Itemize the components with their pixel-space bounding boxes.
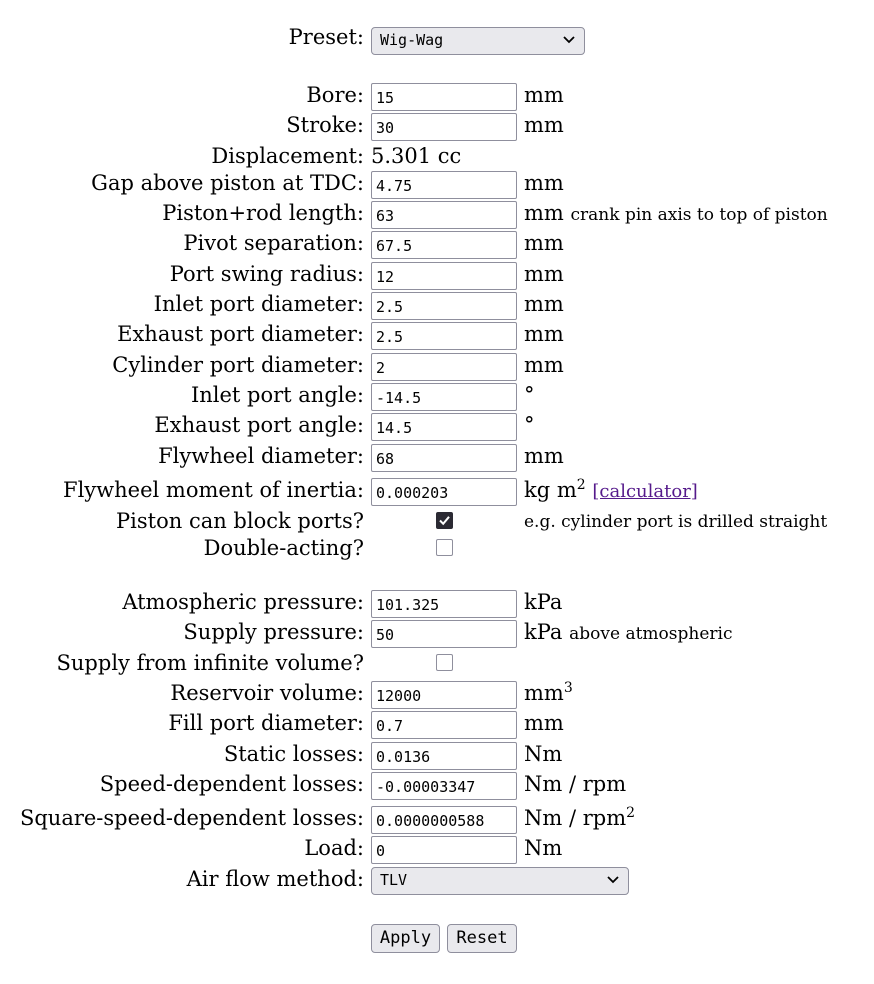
block-ports-checkbox[interactable] bbox=[436, 512, 453, 529]
load-input[interactable] bbox=[371, 836, 517, 864]
pivot-sep-label: Pivot separation: bbox=[183, 231, 364, 255]
exhaust-diam-input[interactable] bbox=[371, 322, 517, 350]
infinite-volume-checkbox[interactable] bbox=[436, 654, 453, 671]
calculator-link[interactable]: [calculator] bbox=[592, 481, 698, 502]
supply-pressure-unit: kPa bbox=[524, 620, 563, 644]
static-losses-unit: Nm bbox=[524, 742, 563, 766]
port-swing-input[interactable] bbox=[371, 262, 517, 290]
supply-pressure-note: above atmospheric bbox=[569, 624, 733, 644]
fill-port-unit: mm bbox=[524, 711, 564, 735]
flywheel-inertia-unit-group bbox=[524, 478, 698, 504]
gap-label: Gap above piston at TDC: bbox=[91, 171, 364, 195]
piston-rod-unit: mm bbox=[524, 201, 564, 225]
speed-losses-label: Speed-dependent losses: bbox=[99, 772, 364, 796]
piston-rod-unit-group bbox=[524, 201, 828, 227]
exhaust-diam-unit: mm bbox=[524, 322, 564, 346]
air-flow-select-value: TLV bbox=[380, 871, 408, 889]
gap-input[interactable] bbox=[371, 171, 517, 199]
load-label: Load: bbox=[304, 836, 364, 860]
stroke-unit: mm bbox=[524, 113, 564, 137]
square-speed-losses-label: Square-speed-dependent losses: bbox=[19, 806, 364, 830]
infinite-volume-label: Supply from infinite volume? bbox=[56, 651, 364, 675]
air-flow-label: Air flow method: bbox=[186, 867, 364, 891]
preset-select-value: Wig-Wag bbox=[380, 31, 444, 49]
load-unit: Nm bbox=[524, 836, 563, 860]
double-acting-checkbox[interactable] bbox=[436, 539, 453, 556]
fill-port-label: Fill port diameter: bbox=[168, 711, 364, 735]
preset-label: Preset: bbox=[288, 25, 364, 49]
atm-pressure-unit: kPa bbox=[524, 590, 563, 614]
reservoir-volume-input[interactable] bbox=[371, 681, 517, 709]
pivot-sep-input[interactable] bbox=[371, 231, 517, 259]
pivot-sep-unit: mm bbox=[524, 231, 564, 255]
inlet-diam-input[interactable] bbox=[371, 292, 517, 320]
port-swing-label: Port swing radius: bbox=[169, 262, 364, 286]
reservoir-volume-unit-exponent: 3 bbox=[563, 680, 573, 696]
exhaust-angle-input[interactable] bbox=[371, 413, 517, 441]
flywheel-inertia-input[interactable] bbox=[371, 478, 517, 506]
speed-losses-input[interactable] bbox=[371, 772, 517, 800]
cyl-port-diam-label: Cylinder port diameter: bbox=[112, 353, 364, 377]
double-acting-label: Double-acting? bbox=[203, 536, 364, 560]
stroke-label: Stroke: bbox=[286, 113, 364, 137]
air-flow-select[interactable] bbox=[371, 867, 629, 895]
flywheel-inertia-unit-exponent: 2 bbox=[576, 477, 586, 493]
inlet-diam-label: Inlet port diameter: bbox=[153, 292, 364, 316]
flywheel-diam-input[interactable] bbox=[371, 444, 517, 472]
displacement-value: 5.301 cc bbox=[371, 144, 462, 168]
reset-button[interactable]: Reset bbox=[447, 924, 517, 953]
air-flow-row bbox=[0, 867, 874, 895]
flywheel-inertia-unit: kg m bbox=[524, 478, 577, 502]
flywheel-diam-label: Flywheel diameter: bbox=[158, 444, 364, 468]
bore-unit: mm bbox=[524, 83, 564, 107]
speed-losses-unit: Nm / rpm bbox=[524, 772, 627, 796]
checkmark-icon bbox=[438, 514, 451, 527]
apply-button[interactable]: Apply bbox=[371, 924, 440, 953]
exhaust-diam-label: Exhaust port diameter: bbox=[117, 322, 364, 346]
preset-select[interactable] bbox=[371, 27, 585, 55]
supply-pressure-unit-group bbox=[524, 620, 732, 646]
bore-input[interactable] bbox=[371, 83, 517, 111]
cyl-port-diam-unit: mm bbox=[524, 353, 564, 377]
chevron-down-icon bbox=[606, 872, 620, 886]
cyl-port-diam-input[interactable] bbox=[371, 353, 517, 381]
inlet-diam-unit: mm bbox=[524, 292, 564, 316]
preset-row bbox=[0, 27, 874, 55]
inlet-angle-input[interactable] bbox=[371, 383, 517, 411]
atm-pressure-input[interactable] bbox=[371, 590, 517, 618]
flywheel-diam-unit: mm bbox=[524, 444, 564, 468]
square-speed-losses-unit: Nm / rpm bbox=[524, 806, 627, 830]
piston-rod-input[interactable] bbox=[371, 201, 517, 229]
block-ports-note: e.g. cylinder port is drilled straight bbox=[524, 512, 828, 532]
static-losses-label: Static losses: bbox=[223, 742, 364, 766]
stroke-input[interactable] bbox=[371, 113, 517, 141]
inlet-angle-label: Inlet port angle: bbox=[190, 383, 364, 407]
piston-rod-note: crank pin axis to top of piston bbox=[570, 205, 828, 225]
reservoir-volume-unit-group bbox=[524, 681, 573, 705]
fill-port-input[interactable] bbox=[371, 711, 517, 739]
square-speed-losses-unit-exponent: 2 bbox=[626, 805, 636, 821]
exhaust-angle-label: Exhaust port angle: bbox=[154, 413, 364, 437]
supply-pressure-label: Supply pressure: bbox=[183, 620, 364, 644]
exhaust-angle-unit: ° bbox=[524, 413, 535, 437]
port-swing-unit: mm bbox=[524, 262, 564, 286]
reservoir-volume-label: Reservoir volume: bbox=[170, 681, 364, 705]
gap-unit: mm bbox=[524, 171, 564, 195]
reservoir-volume-unit: mm bbox=[524, 681, 564, 705]
displacement-label: Displacement: bbox=[211, 144, 364, 168]
piston-rod-label: Piston+rod length: bbox=[162, 201, 364, 225]
bore-label: Bore: bbox=[306, 83, 364, 107]
square-speed-losses-input[interactable] bbox=[371, 806, 517, 834]
block-ports-label: Piston can block ports? bbox=[116, 509, 364, 533]
atm-pressure-label: Atmospheric pressure: bbox=[122, 590, 364, 614]
static-losses-input[interactable] bbox=[371, 742, 517, 770]
supply-pressure-input[interactable] bbox=[371, 620, 517, 648]
inlet-angle-unit: ° bbox=[524, 383, 535, 407]
flywheel-inertia-label: Flywheel moment of inertia: bbox=[63, 478, 364, 502]
chevron-down-icon bbox=[562, 32, 576, 46]
square-speed-losses-unit-group bbox=[524, 806, 635, 830]
